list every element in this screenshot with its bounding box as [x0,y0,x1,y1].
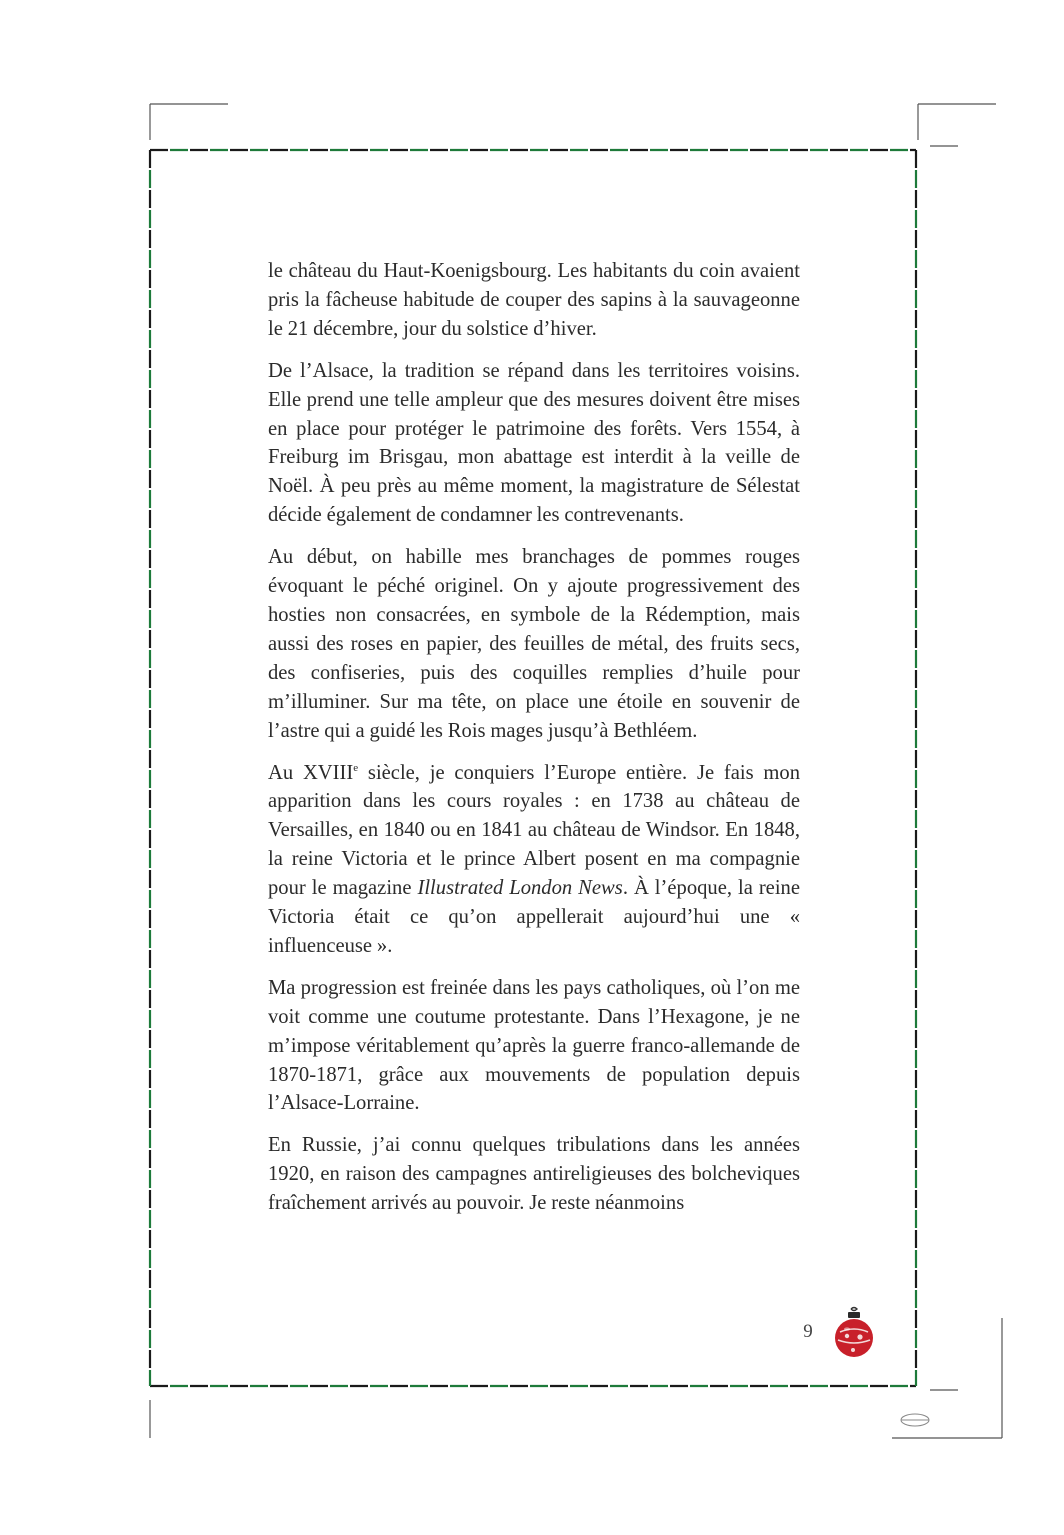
text-run: siècle, je conquiers l’Europe entière. Je fais mon apparition dans les cours royales : en 1738 au château de Versailles, en 1840 ou en 1841 au château de Windsor. En 1848, la reine Victoria et le prince Albert posent en ma compagnie pour le magazine [268,761,800,900]
body-text [268,257,800,1231]
paragraph: En Russie, j’ai connu quelques tribulations dans les années 1920, en raison des campagnes antireligieuses des bolcheviques fraîchement arrivés au pouvoir. Je reste néanmoins [268,1134,800,1215]
christmas-bauble-icon [832,1306,876,1362]
paragraph: De l’Alsace, la tradition se répand dans les territoires voisins. Elle prend une telle ampleur que des mesures doivent être mises en place pour protéger le patrimoine des forêts. Vers 1554, à Freiburg im Brisgau, mon abattage est interdit à la veille de Noël. À peu près au même moment, la magistrature de Sélestat décide également de condamner les contrevenants. [268,359,800,527]
paragraph [268,759,800,961]
superscript: e [353,761,359,774]
text-run: . À l’époque, la reine Victoria était ce qu’on appellerait aujourd’hui une « influenceuse ». [268,877,800,957]
magazine-title: Illustrated London News [417,877,623,900]
paragraph: Ma progression est freinée dans les pays catholiques, où l’on me voit comme une coutume protestante. Dans l’Hexagone, je ne m’impose véritablement qu’après la guerre franco-allemande de 1870-1871, grâce aux mouvements de population depuis l’Alsace-Lorraine. [268,976,800,1115]
paragraph: Au début, on habille mes branchages de pommes rouges évoquant le péché originel. On y ajoute progressivement des hosties non consacrées, en symbole de la Rédemption, mais aussi des roses en papier, des feuilles de métal, des fruits secs, des confiseries, puis des coquilles remplies d’huile pour m’illuminer. Sur ma tête, on place une étoile en souvenir de l’astre qui a guidé les Rois mages jusqu’à Bethléem. [268,546,800,742]
page-number: 9 [803,1321,813,1342]
text-run: Au XVIII [268,761,354,784]
registration-mark [901,1414,929,1426]
paragraph: le château du Haut-Koenigsbourg. Les habitants du coin avaient pris la fâcheuse habitude de couper des sapins à la sauvageonne le 21 décembre, jour du solstice d’hiver. [268,260,800,340]
